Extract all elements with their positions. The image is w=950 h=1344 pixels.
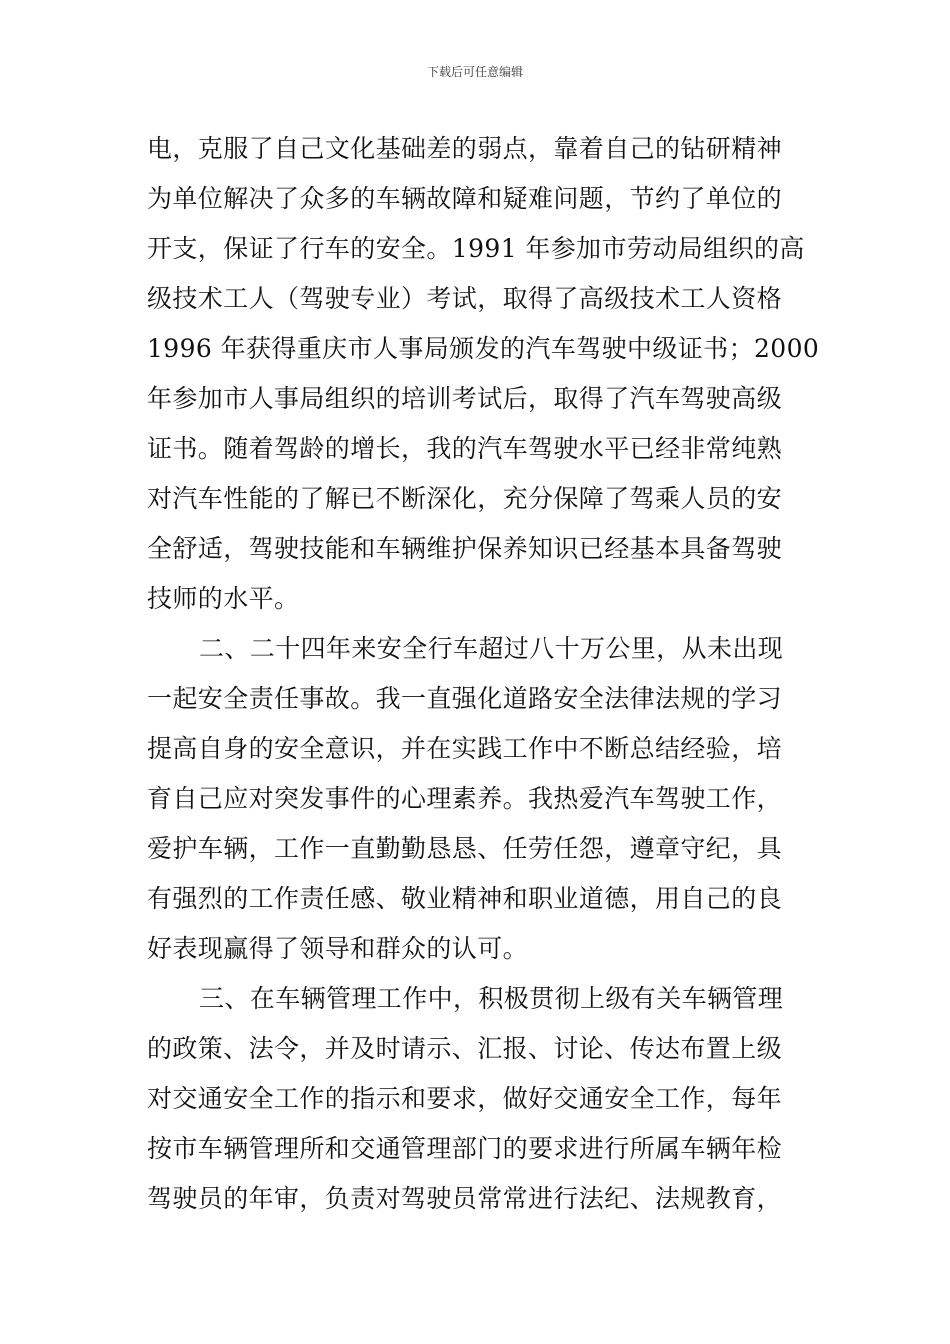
paragraph-3-line-2: 的政策、法令，并及时请示、汇报、讨论、传达布置上级 xyxy=(147,1034,783,1063)
paragraph-1-line-9: 全舒适，驾驶技能和车辆维护保养知识已经基本具备驾驶 xyxy=(147,534,783,563)
paragraph-1-line-10: 技师的水平。 xyxy=(147,584,300,613)
paragraph-2-line-2: 一起安全责任事故。我一直强化道路安全法律法规的学习 xyxy=(147,684,783,713)
paragraph-2-line-1: 二、二十四年来安全行车超过八十万公里，从未出现 xyxy=(199,634,784,663)
paragraph-2-line-5: 爱护车辆，工作一直勤勤恳恳、任劳任怨，遵章守纪，具 xyxy=(147,834,783,863)
paragraph-1-line-7: 证书。随着驾龄的增长，我的汽车驾驶水平已经非常纯熟 xyxy=(147,434,783,463)
paragraph-2-line-3: 提高自身的安全意识，并在实践工作中不断总结经验，培 xyxy=(147,734,783,763)
paragraph-1-line-3: 开支，保证了行车的安全。1991 年参加市劳动局组织的高 xyxy=(147,234,805,263)
paragraph-3-line-3: 对交通安全工作的指示和要求，做好交通安全工作，每年 xyxy=(147,1084,783,1113)
document-body xyxy=(147,124,820,1224)
paragraph-2-line-7: 好表现赢得了领导和群众的认可。 xyxy=(147,934,529,963)
paragraph-3-line-5: 驾驶员的年审，负责对驾驶员常常进行法纪、法规教育， xyxy=(147,1184,783,1213)
page-header-note: 下载后可任意编辑 xyxy=(426,65,523,79)
paragraph-1-line-2: 为单位解决了众多的车辆故障和疑难问题，节约了单位的 xyxy=(147,184,783,213)
paragraph-3-line-4: 按市车辆管理所和交通管理部门的要求进行所属车辆年检 xyxy=(147,1134,783,1163)
paragraph-2-line-4: 育自己应对突发事件的心理素养。我热爱汽车驾驶工作， xyxy=(147,784,783,813)
paragraph-3-line-1: 三、在车辆管理工作中，积极贯彻上级有关车辆管理 xyxy=(199,984,784,1013)
paragraph-1-line-6: 年参加市人事局组织的培训考试后，取得了汽车驾驶高级 xyxy=(147,384,783,413)
paragraph-1-line-4: 级技术工人（驾驶专业）考试，取得了高级技术工人资格 xyxy=(147,284,783,313)
paragraph-1-line-5: 1996 年获得重庆市人事局颁发的汽车驾驶中级证书；2000 xyxy=(147,334,820,363)
paragraph-1-line-1: 电，克服了自己文化基础差的弱点，靠着自己的钻研精神 xyxy=(147,134,783,163)
paragraph-1-line-8: 对汽车性能的了解已不断深化，充分保障了驾乘人员的安 xyxy=(147,484,783,513)
paragraph-2-line-6: 有强烈的工作责任感、敬业精神和职业道德，用自己的良 xyxy=(147,884,783,913)
